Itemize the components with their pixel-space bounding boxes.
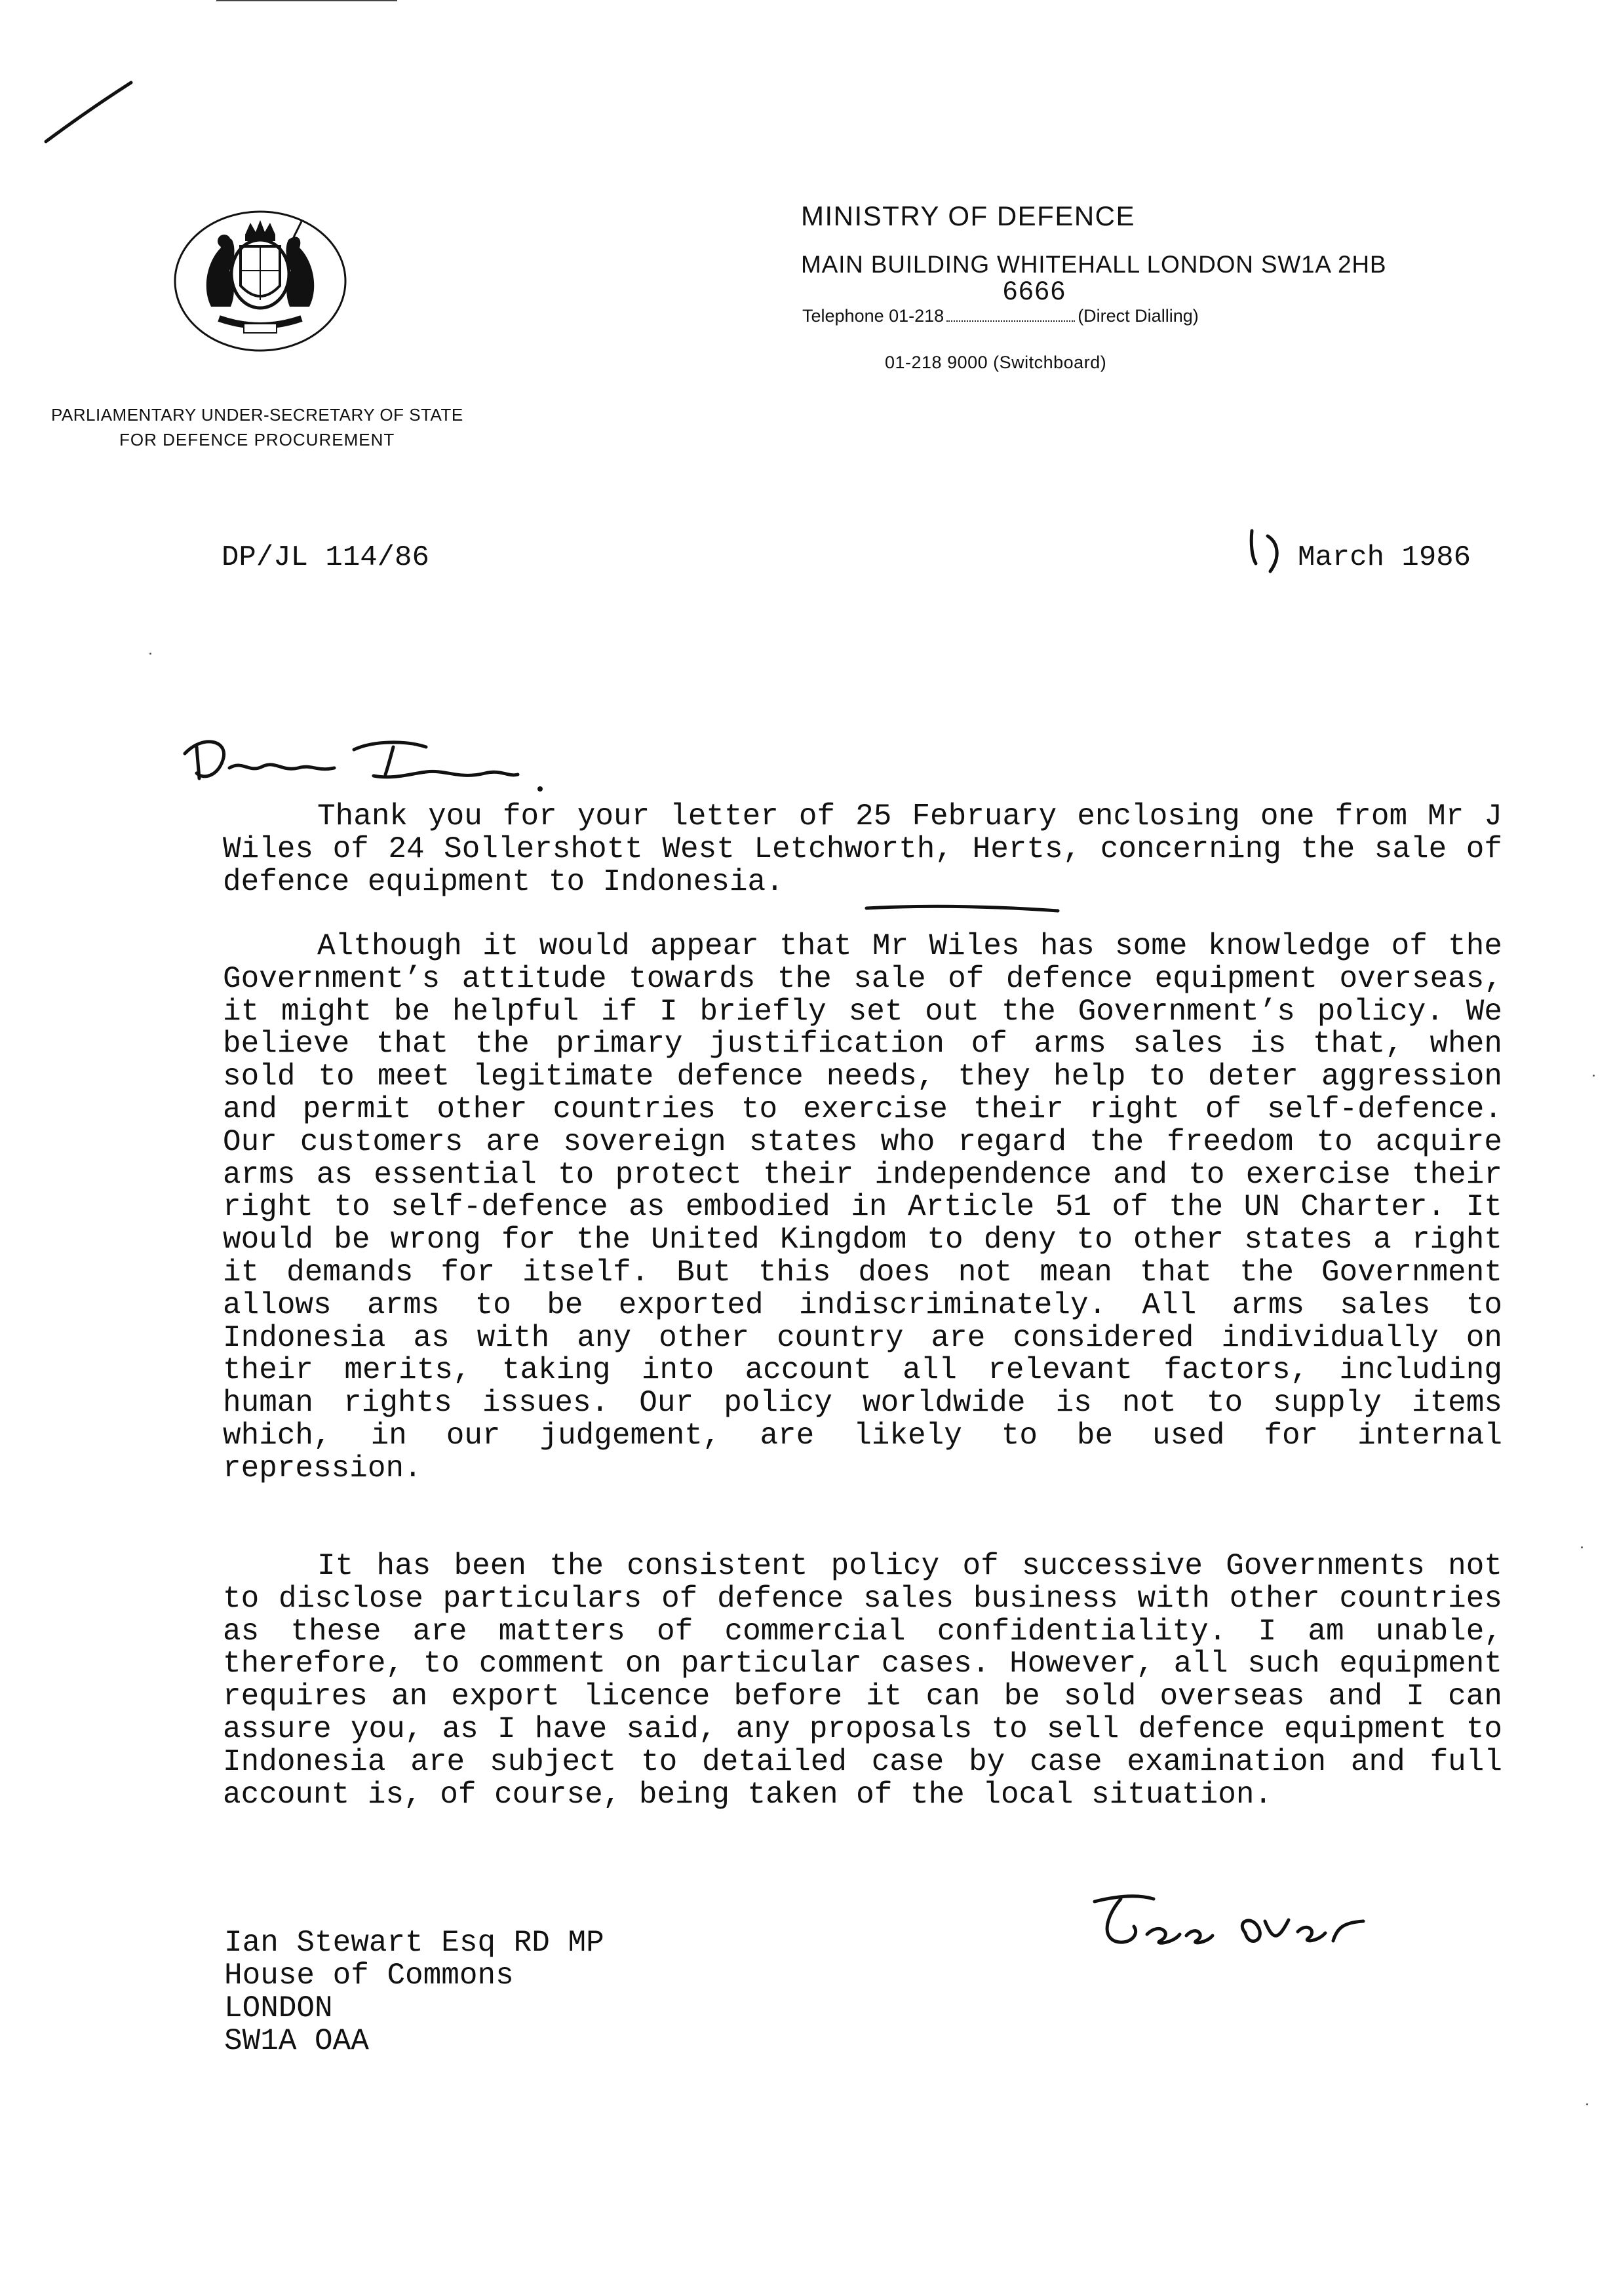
telephone-dotted-leader — [946, 307, 1075, 322]
handwritten-salutation — [177, 721, 544, 799]
letter-reference: DP/JL 114/86 — [222, 541, 429, 574]
pen-stroke-mark — [39, 77, 138, 149]
recipient-line-4: SW1A OAA — [224, 2024, 369, 2058]
handwritten-date-day — [1244, 524, 1296, 577]
recipient-line-2: House of Commons — [224, 1959, 514, 1993]
top-rule — [216, 0, 397, 1]
body-paragraph-1: Thank you for your letter of 25 February enclosing one from Mr J Wiles of 24 Sollershott West Letchworth, Herts, concerning the sale of defence equipment to Indonesia. — [223, 799, 1502, 899]
body-paragraph-2: Although it would appear that Mr Wiles has some knowledge of the Government’s attitude towards the sale of defence equipment overseas, it might be helpful if I briefly set out the Government’s policy. We believe that the primary justification of arms sales is that, when sold to meet legitimate defence needs, they help to deter aggression and permit other countries to exercise their right of self-defence. Our customers are sovereign states who regard the freedom to acquire arms as essential to protect their independence and to exercise their right to self-defence as embodied in Article 51 of the UN Charter. It would be wrong for the United Kingdom to deny to other states a right it demands for itself. But this does not mean that the Government allows arms to be exported indiscriminately. All arms sales to Indonesia as with any other country are considered individually on their merits, taking into account all relevant factors, including human rights issues. Our policy worldwide is not to supply items which, in our judgement, are likely to be used for internal repression. — [223, 929, 1502, 1485]
ministry-name: MINISTRY OF DEFENCE — [801, 201, 1136, 231]
recipient-line-3: LONDON — [224, 1991, 333, 2025]
office-title-line2: FOR DEFENCE PROCUREMENT — [119, 430, 395, 450]
scan-speck — [1593, 1075, 1595, 1077]
recipient-name: Ian Stewart Esq RD MP — [224, 1926, 604, 1960]
switchboard-number: 01-218 9000 (Switchboard) — [885, 353, 1107, 372]
telephone-line — [802, 306, 1199, 326]
royal-crest-emblem — [172, 208, 349, 354]
scan-speck — [1581, 1546, 1583, 1548]
office-title-line1: PARLIAMENTARY UNDER-SECRETARY OF STATE — [51, 405, 463, 425]
handwritten-see-over-note — [1081, 1875, 1383, 1961]
telephone-extension-handwritten: 6666 — [1003, 277, 1066, 305]
recipient-address-block — [224, 1926, 604, 2057]
telephone-label: Telephone 01-218 — [802, 306, 944, 326]
ministry-address: MAIN BUILDING WHITEHALL LONDON SW1A 2HB — [801, 251, 1387, 278]
body-paragraph-3: It has been the consistent policy of successive Governments not to disclose particulars of defence sales business with other countries as these are matters of commercial confidentiality. I am unable, therefore, to comment on particular cases. However, all such equipment requires an export licence before it can be sold overseas and I can assure you, as I have said, any proposals to sell defence equipment to Indonesia are subject to detailed case by case examination and full account is, of course, being taken of the local situation. — [223, 1549, 1502, 1812]
scan-speck — [149, 653, 151, 655]
scan-speck — [1586, 2103, 1588, 2105]
handwritten-underline-indonesia — [864, 903, 1060, 916]
direct-dialling-label: (Direct Dialling) — [1078, 306, 1199, 326]
letter-date: March 1986 — [1298, 541, 1471, 574]
